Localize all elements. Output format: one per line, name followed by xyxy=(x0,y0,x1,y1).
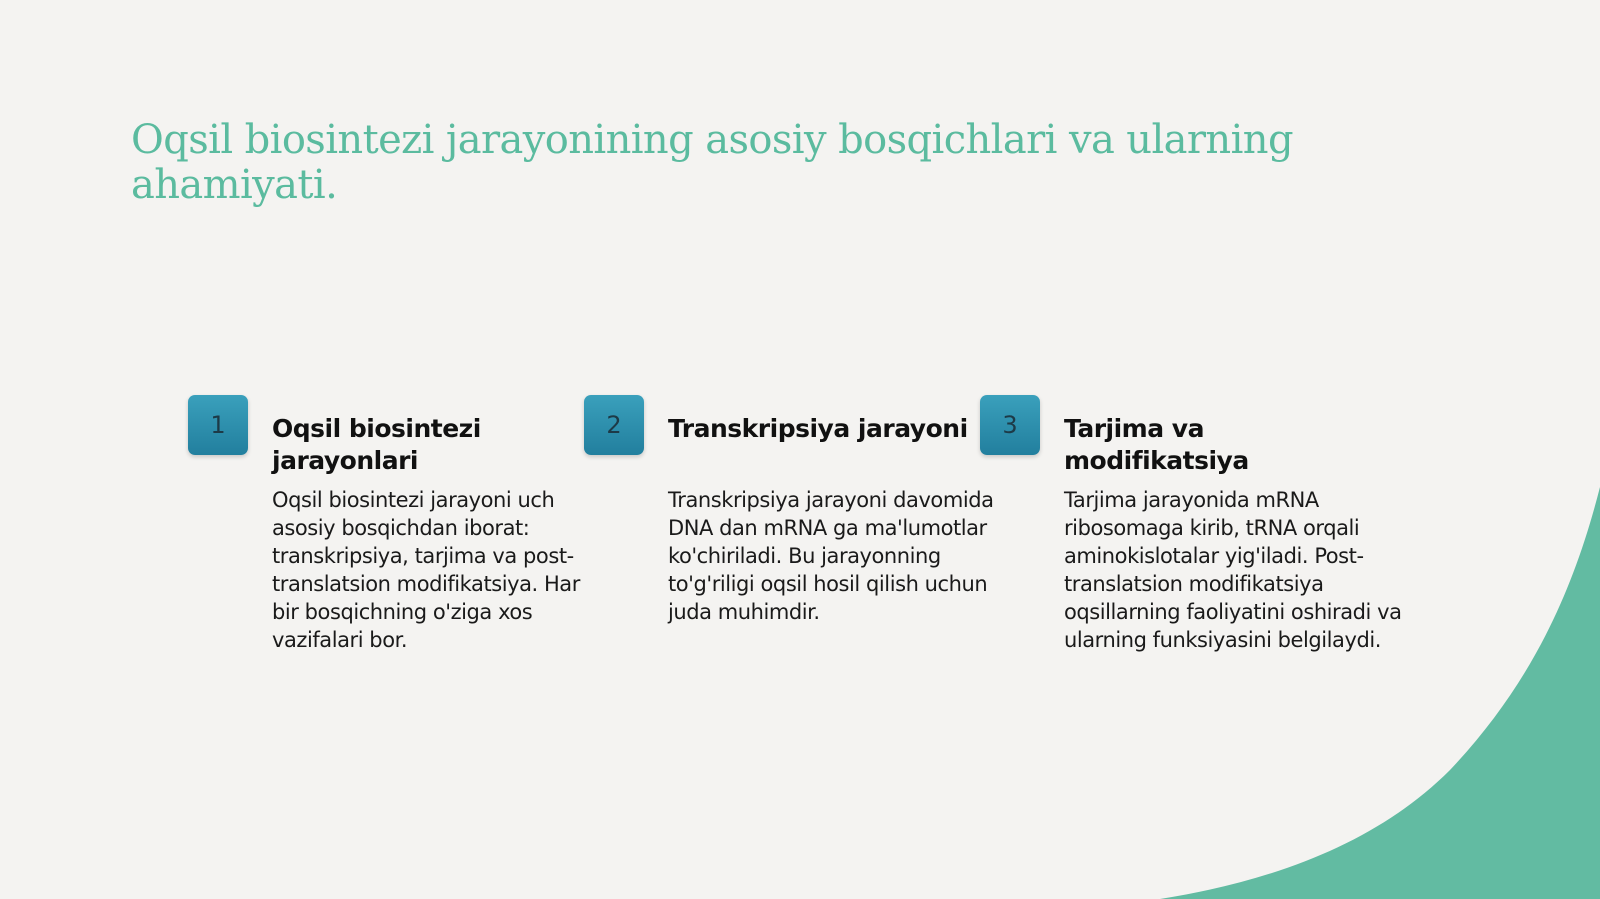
step-description: Tarjima jarayonida mRNA ribosomaga kirib, tRNA orqali aminokislotalar yig'iladi. Post-translatsion modifikatsiya oqsillarning faoliyatini oshiradi va ularning funksiyasini belgilaydi. xyxy=(1064,488,1402,652)
step-description: Transkripsiya jarayoni davomida DNA dan mRNA ga ma'lumotlar ko'chiriladi. Bu jarayonning to'g'riligi oqsil hosil qilish uchun juda muhimdir. xyxy=(668,488,994,624)
step-number-badge: 3 xyxy=(980,395,1040,455)
step-title: Oqsil biosintezi jarayonlari xyxy=(272,414,481,475)
step-title: Transkripsiya jarayoni xyxy=(668,414,968,443)
step-card-2 xyxy=(584,395,994,715)
step-card-1 xyxy=(188,395,580,715)
step-description: Oqsil biosintezi jarayoni uch asosiy bosqichdan iborat: transkripsiya, tarjima va post-translatsion modifikatsiya. Har bir bosqichning o'ziga xos vazifalari bor. xyxy=(272,488,580,652)
step-title: Tarjima va modifikatsiya xyxy=(1064,414,1249,475)
step-number-badge: 2 xyxy=(584,395,644,455)
step-card-3 xyxy=(980,395,1402,715)
step-number-badge: 1 xyxy=(188,395,248,455)
slide-title: Oqsil biosintezi jarayonining asosiy bosqichlari va ularning ahamiyati. xyxy=(131,117,1293,208)
